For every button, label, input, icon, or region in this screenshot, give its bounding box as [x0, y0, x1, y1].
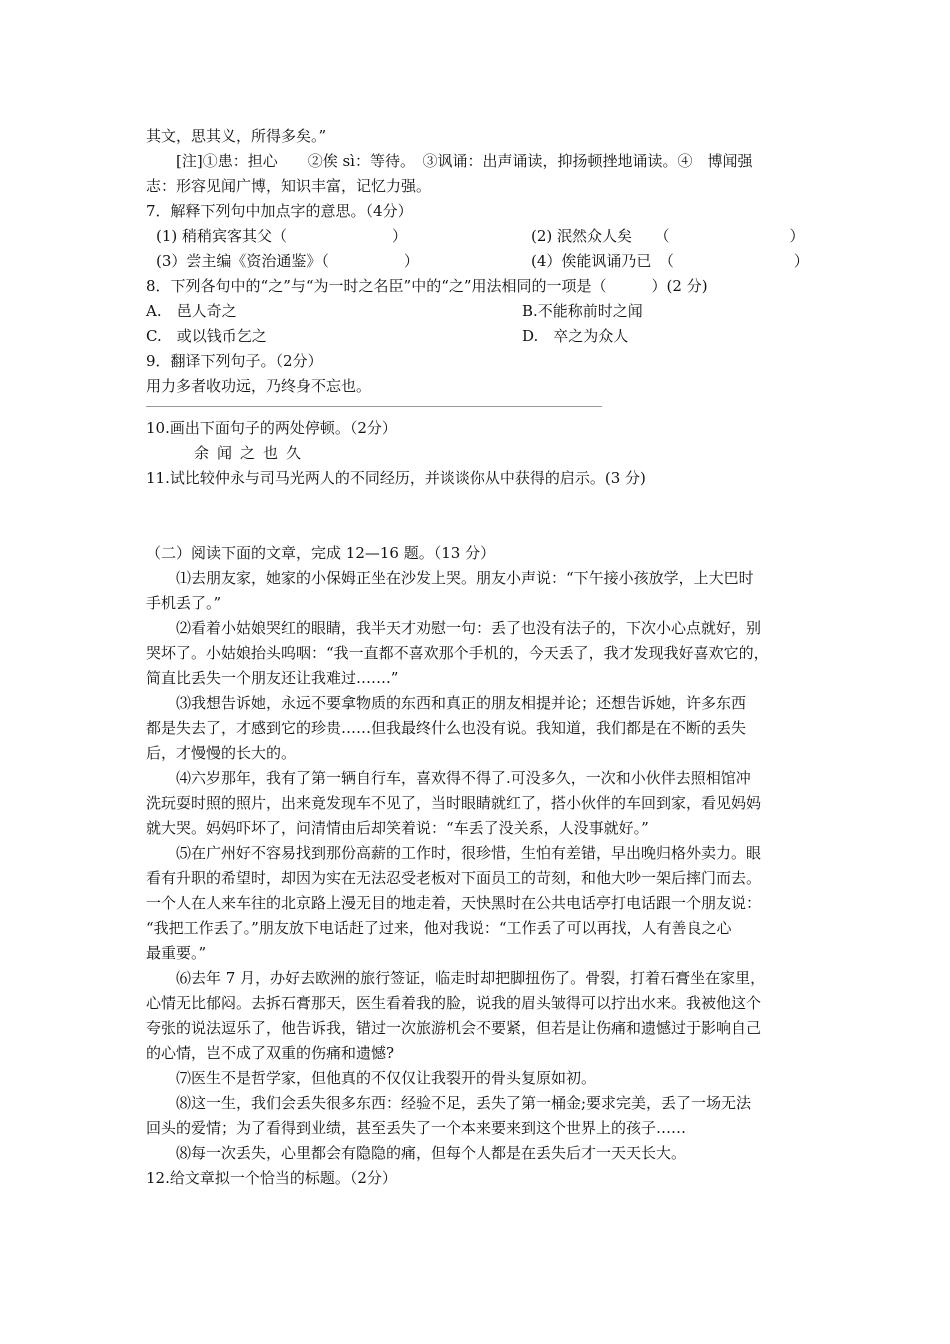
- passage-paragraph-4-line-1: ⑷六岁那年，我有了第一辆自行车，喜欢得不得了.可没多久，一次和小伙伴去照相馆冲: [176, 769, 751, 787]
- passage-paragraph-5-line-4: “我把工作丢了。”朋友放下电话赶了过来，他对我说：“工作丢了可以再找，人有善良之心: [146, 919, 732, 937]
- reading-passage: [146, 566, 812, 1166]
- question-12-title: 12.给文章拟一个恰当的标题。（2分）: [146, 1169, 397, 1187]
- notes-line-1: [注]①患：担心 ②俟 sì：等待。 ③讽诵：出声诵读，抑扬顿挫地诵读。④ 博闻强: [176, 152, 753, 170]
- passage-paragraph-8-line-1: ⑻这一生，我们会丢失很多东西：经验不足，丢失了第一桶金;要求完美，丢了一场无法: [176, 1094, 752, 1112]
- passage-paragraph-1-line-2: 手机丢了。”: [146, 594, 222, 612]
- question-7-title: 7．解释下列句中加点字的意思。（4分）: [146, 202, 413, 220]
- question-8-title: 8．下列各句中的“之”与“为一时之名臣”中的“之”用法相同的一项是（ ）(2 分): [146, 277, 708, 295]
- answer-line[interactable]: [146, 406, 602, 407]
- passage-paragraph-1-line-1: ⑴去朋友家，她家的小保姆正坐在沙发上哭。朋友小声说：“下午接小孩放学，上大巴时: [176, 569, 754, 587]
- question-9-title: 9．翻译下列句子。（2分）: [146, 352, 323, 370]
- exam-page: [146, 124, 812, 1191]
- question-7-item-1: (1) 稍稍宾客其父（ ）: [156, 227, 408, 245]
- question-8-option-b: B.不能称前时之闻: [522, 302, 643, 320]
- question-7-item-3: (3）尝主编《资治通鉴》（ ）: [156, 252, 419, 270]
- question-7-row-2: [146, 249, 812, 274]
- question-7-item-2: (2) 泯然众人矣 （ ）: [531, 227, 805, 245]
- question-8-option-c: C. 或以钱币乞之: [146, 327, 267, 345]
- question-10-title: 10.画出下面句子的两处停顿。（2分）: [146, 419, 397, 437]
- passage-paragraph-6-line-1: ⑹去年 7 月，办好去欧洲的旅行签证，临走时却把脚扭伤了。骨裂，打着石膏坐在家里，: [176, 969, 766, 987]
- answer-space: [146, 491, 812, 541]
- passage-paragraph-7-line-1: ⑺医生不是哲学家，但他真的不仅仅让我裂开的骨头复原如初。: [176, 1069, 597, 1087]
- passage-paragraph-4-line-2: 洗玩耍时照的照片，出来竟发现车不见了，当时眼睛就红了，搭小伙伴的车回到家，看见妈妈: [146, 794, 762, 812]
- passage-paragraph-5-line-1: ⑸在广州好不容易找到那份高薪的工作时，很珍惜，生怕有差错，早出晚归格外卖力。眼: [176, 844, 762, 862]
- notes-line-2: 志：形容见闻广博，知识丰富，记忆力强。: [146, 177, 432, 195]
- question-11-title: 11.试比较仲永与司马光两人的不同经历，并谈谈你从中获得的启示。(3 分): [146, 469, 646, 487]
- passage-paragraph-2-line-2: 哭坏了。小姑娘抬头呜咽：“我一直都不喜欢那个手机的，今天丢了，我才发现我好喜欢它的，: [146, 644, 769, 662]
- passage-paragraph-4-line-3: 就大哭。妈妈吓坏了，问清情由后却笑着说：“车丢了没关系，人没事就好。”: [146, 819, 649, 837]
- passage-paragraph-2-line-1: ⑵看着小姑娘哭红的眼睛，我半天才劝慰一句：丢了也没有法子的，下次小心点就好，别: [176, 619, 762, 637]
- question-7-item-4: (4）俟能讽诵乃已 （ ）: [531, 252, 809, 270]
- passage-paragraph-6-line-4: 的心情，岂不成了双重的伤痛和遗憾?: [146, 1044, 395, 1062]
- question-10-sentence: 余闻之也久: [194, 444, 310, 462]
- question-7-row-1: [146, 224, 812, 249]
- passage-paragraph-5-line-2: 看有升职的希望时，却因为实在无法忍受老板对下面员工的苛刻，和他大吵一架后摔门而去。: [146, 869, 762, 887]
- passage-paragraph-5-line-5: 最重要。”: [146, 944, 207, 962]
- question-8-row-1: [146, 299, 812, 324]
- passage-paragraph-6-line-2: 心情无比郁闷。去拆石膏那天，医生看着我的脸，说我的眉头皱得可以拧出水来。我被他这个: [146, 994, 762, 1012]
- reading-heading: （二）阅读下面的文章，完成 12—16 题。（13 分）: [146, 544, 496, 562]
- question-8-option-a: A. 邑人奇之: [146, 302, 237, 320]
- passage-paragraph-5-line-3: 一个人在人来车往的北京路上漫无目的地走着，天快黑时在公共电话亭打电话跟一个朋友说：: [146, 894, 762, 912]
- passage-paragraph-3-line-2: 都是失去了，才感到它的珍贵……但我最终什么也没有说。我知道，我们都是在不断的丢失: [146, 719, 747, 737]
- passage-paragraph-3-line-1: ⑶我想告诉她，永远不要拿物质的东西和真正的朋友相提并论；还想告诉她，许多东西: [176, 694, 747, 712]
- passage-paragraph-6-line-3: 夸张的说法逗乐了，他告诉我，错过一次旅游机会不要紧，但若是让伤痛和遗憾过于影响自己: [146, 1019, 762, 1037]
- passage-paragraph-2-line-3: 简直比丢失一个朋友还让我难过…….”: [146, 669, 399, 687]
- passage-paragraph-3-line-3: 后，才慢慢的长大的。: [146, 744, 297, 762]
- question-8-option-d: D. 卒之为众人: [522, 327, 629, 345]
- passage-paragraph-9-line-1: ⑻每一次丢失，心里都会有隐隐的痛，但每个人都是在丢失后才一天天长大。: [176, 1144, 687, 1162]
- passage-paragraph-8-line-2: 回头的爱情；为了看得到业绩，甚至丢失了一个本来要来到这个世界上的孩子……: [146, 1119, 687, 1137]
- classical-text-end: 其文，思其义，所得多矣。”: [146, 127, 327, 145]
- question-8-row-2: [146, 324, 812, 349]
- question-9-sentence: 用力多者收功远，乃终身不忘也。: [146, 377, 372, 395]
